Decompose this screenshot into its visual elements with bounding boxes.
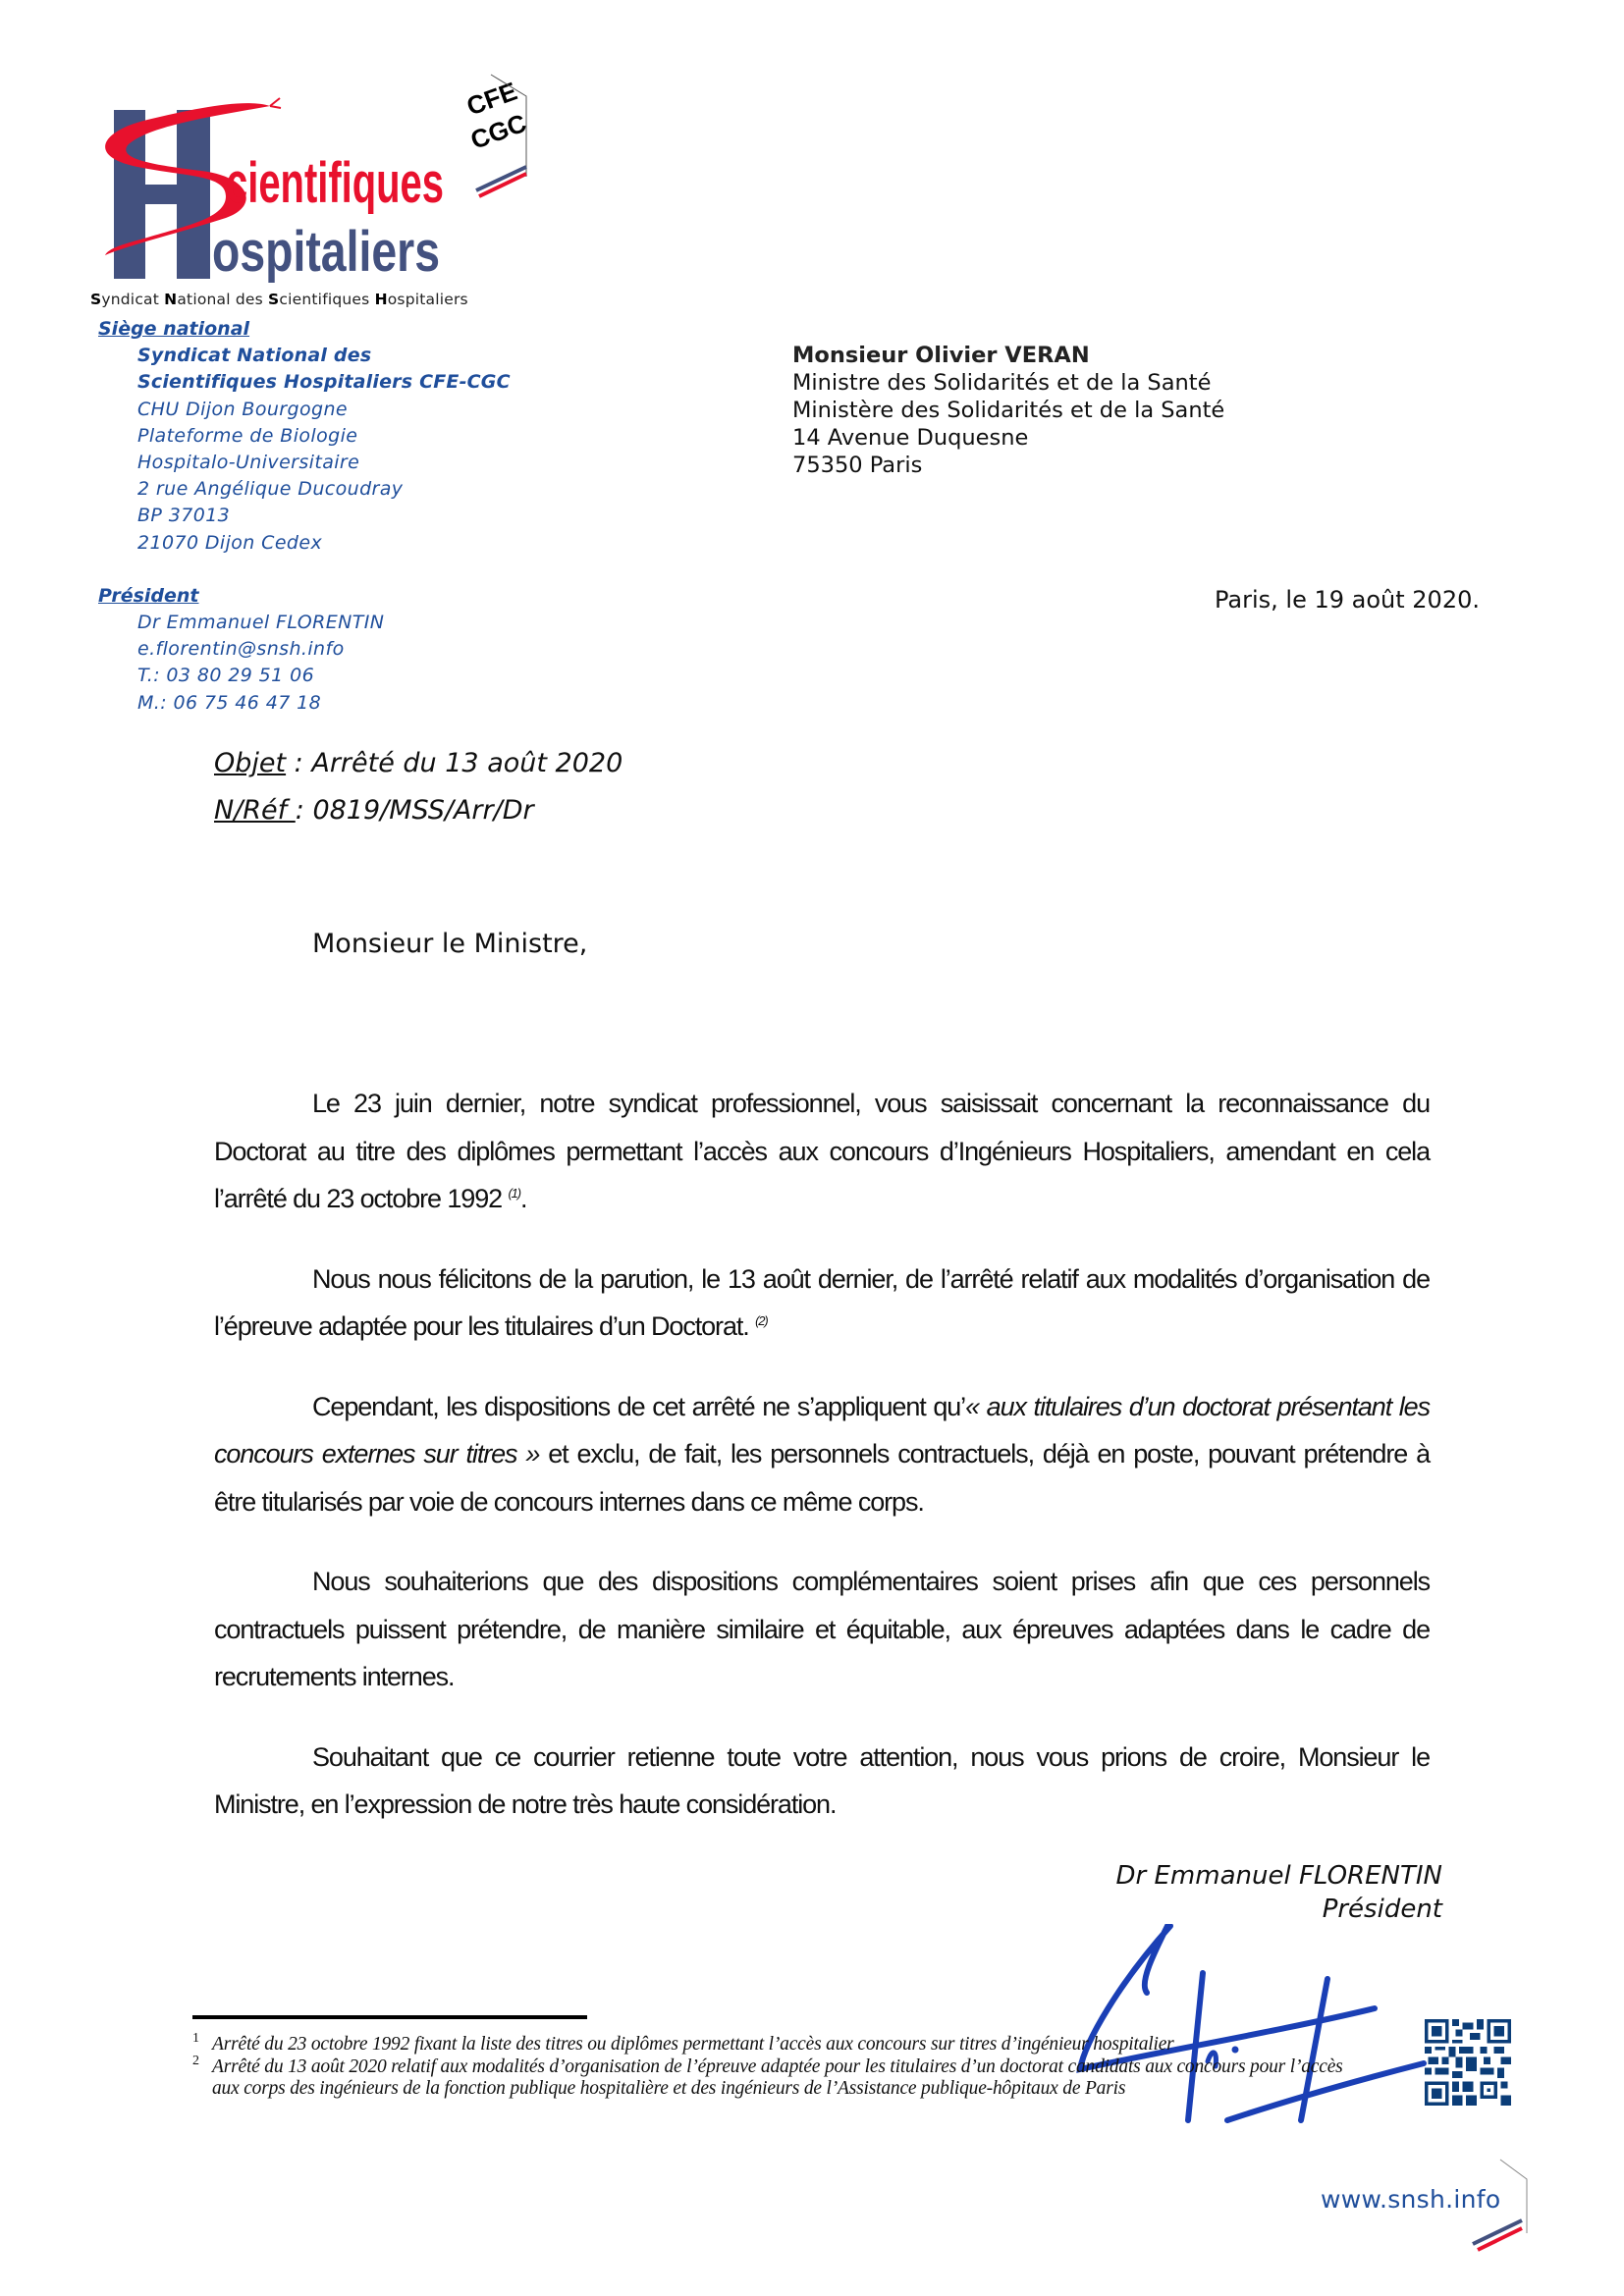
sender-block xyxy=(98,316,511,717)
reference-line xyxy=(214,787,623,834)
paragraph-5: Souhaitant que ce courrier retienne toute votre attention, nous vous prions de croire, Monsieur le Ministre, en l’expression de notre très haute considération. xyxy=(214,1741,1430,1819)
hq-line: BP 37013 xyxy=(137,505,231,527)
quote: « aux titulaires d’un doctorat présentant les concours externes sur titres » xyxy=(214,1391,1431,1468)
footnotes xyxy=(192,2031,1351,2101)
hq-heading: Siège national xyxy=(98,318,250,340)
signatory-name: Dr Emmanuel FLORENTIN xyxy=(1115,1861,1442,1891)
ref-value: : 0819/MSS/Arr/Dr xyxy=(295,795,534,826)
footnote-ref-1[interactable]: (1) xyxy=(508,1186,521,1201)
salutation: Monsieur le Ministre, xyxy=(312,929,588,959)
hq-line: Plateforme de Biologie xyxy=(137,424,358,447)
qr-code-icon[interactable] xyxy=(1425,2019,1511,2106)
logo-word-scientifiques: cientifiques xyxy=(226,151,444,215)
footnote-2: 2 Arrêté du 13 août 2020 relatif aux modalités d’organisation de l’épreuve adaptée pour les titulaires d’un doctorat candidats aux concours pour l’accès aux corps des ingénieurs de la fonction publique hospitalière et des ingénieurs de l’Assistance publique-hôpitaux de Paris xyxy=(192,2053,1343,2099)
president-name: Dr Emmanuel FLORENTIN xyxy=(137,612,385,634)
paragraph-4: Nous souhaiterions que des dispositions complémentaires soient prises afin que ces personnels contractuels puissent prétendre, de manière similaire et équitable, aux épreuves adaptées dans le cadre de recrutements internes. xyxy=(214,1567,1430,1691)
paragraph-3: Cependant, les dispositions de cet arrêté ne s’appliquent qu’« aux titulaires d’un doctorat présentant les concours externes sur titres » et exclu, de fait, les personnels contractuels, déjà en poste, pouvant prétendre à être titularisés par voie de concours internes dans ce même corps. xyxy=(214,1391,1431,1517)
object-label: Objet xyxy=(214,748,287,778)
president-email-link[interactable]: e.florentin@snsh.info xyxy=(137,638,345,661)
paragraph-2: Nous nous félicitons de la parution, le 13 août dernier, de l’arrêté relatif aux modalités d’organisation de l’épreuve adaptée pour les titulaires d’un Doctorat. $^{(2)}$ xyxy=(214,1263,1430,1341)
recipient-block xyxy=(792,342,1224,479)
letter-body xyxy=(214,1080,1430,1861)
svg-text:CGC: CGC xyxy=(466,107,530,155)
recipient-line: 75350 Paris xyxy=(792,453,923,478)
logo-tagline: Syndicat National des Scientifiques Hospitaliers xyxy=(90,291,468,308)
footnote-1: 1 Arrêté du 23 octobre 1992 fixant la liste des titres ou diplômes permettant l’accès aux concours sur titres d’ingénieur hospitalier xyxy=(192,2031,1174,2055)
hq-line: Scientifiques Hospitaliers CFE-CGC xyxy=(137,371,511,394)
hq-line: Hospitalo-Universitaire xyxy=(137,452,360,474)
recipient-line: 14 Avenue Duquesne xyxy=(792,425,1029,451)
hq-line: Syndicat National des xyxy=(137,345,372,367)
letter-date: Paris, le 19 août 2020. xyxy=(1215,586,1480,614)
president-mobile: M.: 06 75 46 47 18 xyxy=(137,691,322,714)
hq-line: 21070 Dijon Cedex xyxy=(137,531,323,554)
hq-line: CHU Dijon Bourgogne xyxy=(137,398,348,420)
ref-label: N/Réf xyxy=(214,795,296,826)
cfe-cgc-badge xyxy=(462,77,530,155)
hq-line: 2 rue Angélique Ducoudray xyxy=(137,478,404,501)
recipient-line: Ministère des Solidarités et de la Santé xyxy=(792,398,1225,423)
recipient-line: Ministre des Solidarités et de la Santé xyxy=(792,370,1212,396)
recipient-name: Monsieur Olivier VERAN xyxy=(792,343,1090,368)
logo-h-right-bar xyxy=(177,110,210,279)
president-heading: Président xyxy=(98,584,199,607)
snsh-logo xyxy=(79,69,550,314)
footnote-ref-2[interactable]: (2) xyxy=(755,1313,768,1328)
signature-block xyxy=(1116,1859,1442,1926)
paragraph-1: Le 23 juin dernier, notre syndicat professionnel, vous saisissait concernant la reconnaissance du Doctorat au titre des diplômes permettant l’accès aux concours d’Ingénieurs Hospitaliers, amendant en cela l’arrêté du 23 octobre 1992 $^{(1)}$. xyxy=(214,1089,1430,1213)
subject-block xyxy=(214,740,623,834)
logo-word-hospitaliers: ospitaliers xyxy=(212,220,440,284)
svg-text:CFE: CFE xyxy=(462,76,521,122)
signatory-title: Président xyxy=(1322,1895,1442,1924)
logo-h-crossbar xyxy=(145,185,177,204)
footnote-divider xyxy=(192,2015,587,2019)
website-link[interactable]: www.snsh.info xyxy=(1321,2185,1501,2214)
object-value: : Arrêté du 13 août 2020 xyxy=(286,748,623,778)
president-phone: T.: 03 80 29 51 06 xyxy=(137,665,315,687)
subject-line xyxy=(214,740,623,787)
